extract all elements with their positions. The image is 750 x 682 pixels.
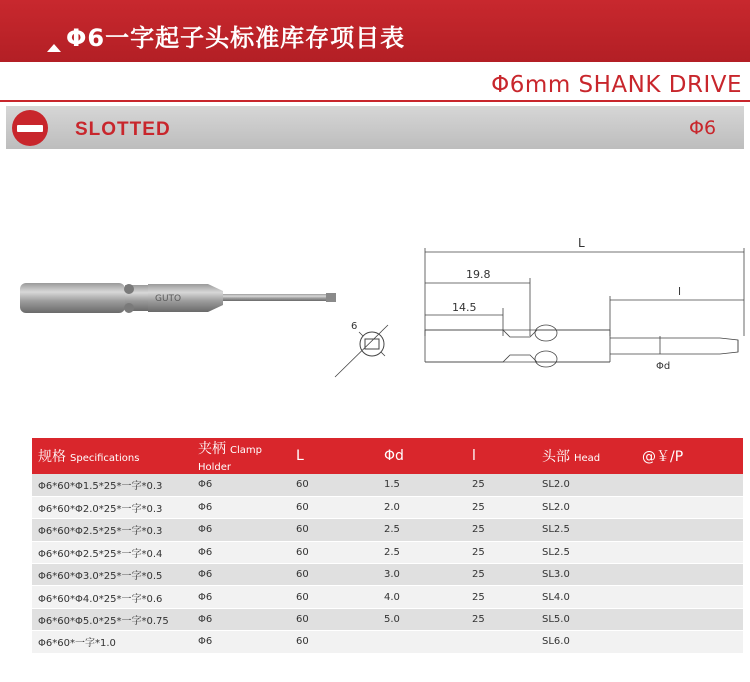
cell-L: 60 bbox=[290, 519, 378, 541]
cell-l: 25 bbox=[466, 541, 536, 563]
shank-drive-subtitle: Φ6mm SHANK DRIVE bbox=[491, 72, 742, 98]
cell-price bbox=[636, 496, 743, 518]
cell-l: 25 bbox=[466, 474, 536, 496]
cell-price bbox=[636, 586, 743, 608]
cell-price bbox=[636, 474, 743, 496]
title-banner bbox=[0, 0, 750, 62]
table-row bbox=[32, 519, 743, 541]
cell-spec: Φ6*60*Φ3.0*25*一字*0.5 bbox=[32, 564, 192, 586]
end-view-drawing bbox=[333, 313, 413, 383]
slotted-icon bbox=[12, 110, 48, 146]
cell-spec: Φ6*60*Φ2.5*25*一字*0.4 bbox=[32, 541, 192, 563]
cell-d: 5.0 bbox=[378, 608, 466, 630]
col-head: 头部 Head bbox=[536, 438, 636, 474]
cell-l: 25 bbox=[466, 608, 536, 630]
dim-14-5: 14.5 bbox=[452, 301, 477, 314]
table-row bbox=[32, 586, 743, 608]
cell-L: 60 bbox=[290, 474, 378, 496]
dim-19-8: 19.8 bbox=[466, 268, 491, 281]
cell-holder: Φ6 bbox=[192, 608, 290, 630]
cell-head: SL3.0 bbox=[536, 564, 636, 586]
table-row bbox=[32, 541, 743, 563]
cell-l bbox=[466, 631, 536, 653]
dim-L: L bbox=[578, 238, 585, 250]
dim-l: l bbox=[678, 285, 682, 298]
cell-spec: Φ6*60*Φ2.0*25*一字*0.3 bbox=[32, 496, 192, 518]
category-size: Φ6 bbox=[689, 117, 717, 139]
cell-L: 60 bbox=[290, 496, 378, 518]
cell-L: 60 bbox=[290, 541, 378, 563]
cell-price bbox=[636, 608, 743, 630]
cell-holder: Φ6 bbox=[192, 631, 290, 653]
table-row bbox=[32, 631, 743, 653]
cell-head: SL5.0 bbox=[536, 608, 636, 630]
cell-L: 60 bbox=[290, 631, 378, 653]
col-specifications: 规格 Specifications bbox=[32, 438, 192, 474]
cell-d: 4.0 bbox=[378, 586, 466, 608]
cell-head: SL2.5 bbox=[536, 519, 636, 541]
table-row bbox=[32, 474, 743, 496]
col-clamp-holder: 夹柄 Clamp Holder bbox=[192, 438, 290, 474]
cell-holder: Φ6 bbox=[192, 496, 290, 518]
cell-head: SL2.0 bbox=[536, 496, 636, 518]
cell-spec: Φ6*60*Φ2.5*25*一字*0.3 bbox=[32, 519, 192, 541]
cell-head: SL6.0 bbox=[536, 631, 636, 653]
banner-notch bbox=[47, 44, 61, 52]
cell-price bbox=[636, 541, 743, 563]
dimension-drawing bbox=[420, 238, 750, 378]
category-bar bbox=[6, 106, 744, 149]
cell-l: 25 bbox=[466, 519, 536, 541]
divider-line bbox=[0, 100, 750, 102]
cell-L: 60 bbox=[290, 586, 378, 608]
cell-head: SL2.5 bbox=[536, 541, 636, 563]
cell-price bbox=[636, 564, 743, 586]
cell-holder: Φ6 bbox=[192, 564, 290, 586]
cell-d: 2.5 bbox=[378, 519, 466, 541]
cell-d: 1.5 bbox=[378, 474, 466, 496]
cell-holder: Φ6 bbox=[192, 474, 290, 496]
cell-d: 3.0 bbox=[378, 564, 466, 586]
cell-spec: Φ6*60*一字*1.0 bbox=[32, 631, 192, 653]
cell-l: 25 bbox=[466, 496, 536, 518]
col-L: L bbox=[290, 438, 378, 474]
cell-d bbox=[378, 631, 466, 653]
cell-l: 25 bbox=[466, 564, 536, 586]
cell-price bbox=[636, 519, 743, 541]
cell-holder: Φ6 bbox=[192, 541, 290, 563]
table-header-row bbox=[32, 438, 743, 474]
spec-table bbox=[32, 438, 743, 654]
end-view-dim: 6 bbox=[351, 321, 358, 332]
col-l: l bbox=[466, 438, 536, 474]
bit-engraving: GUTO bbox=[155, 294, 182, 304]
col-phid: Φd bbox=[378, 438, 466, 474]
cell-head: SL4.0 bbox=[536, 586, 636, 608]
bit-photo bbox=[18, 275, 340, 325]
table-row bbox=[32, 496, 743, 518]
col-price: @￥/P bbox=[636, 438, 743, 474]
cell-l: 25 bbox=[466, 586, 536, 608]
category-label: SLOTTED bbox=[75, 119, 171, 140]
cell-L: 60 bbox=[290, 608, 378, 630]
cell-holder: Φ6 bbox=[192, 519, 290, 541]
cell-head: SL2.0 bbox=[536, 474, 636, 496]
page-title: Φ6一字起子头标准库存项目表 bbox=[66, 24, 406, 52]
cell-spec: Φ6*60*Φ1.5*25*一字*0.3 bbox=[32, 474, 192, 496]
cell-holder: Φ6 bbox=[192, 586, 290, 608]
cell-L: 60 bbox=[290, 564, 378, 586]
cell-spec: Φ6*60*Φ4.0*25*一字*0.6 bbox=[32, 586, 192, 608]
cell-d: 2.5 bbox=[378, 541, 466, 563]
table-row bbox=[32, 564, 743, 586]
cell-d: 2.0 bbox=[378, 496, 466, 518]
table-row bbox=[32, 608, 743, 630]
cell-price bbox=[636, 631, 743, 653]
dim-phid: Φd bbox=[656, 361, 671, 372]
cell-spec: Φ6*60*Φ5.0*25*一字*0.75 bbox=[32, 608, 192, 630]
